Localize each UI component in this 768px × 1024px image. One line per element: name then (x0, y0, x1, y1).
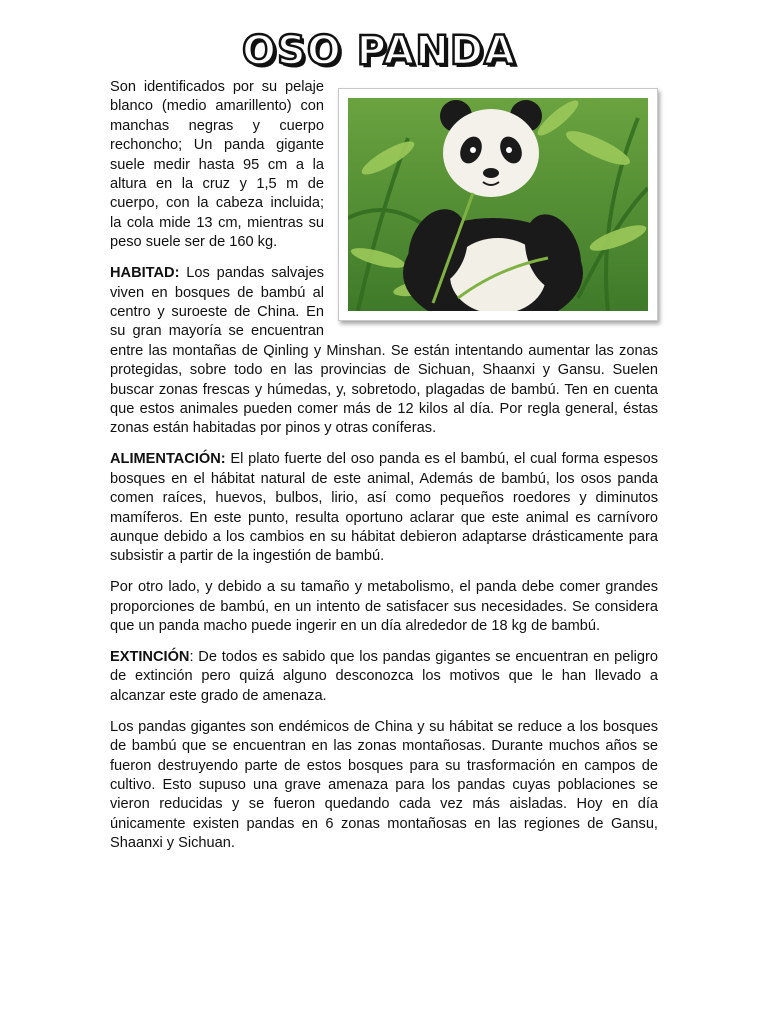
page-title: OSO PANDA (242, 28, 516, 74)
title-container (100, 28, 658, 78)
extincion-heading: EXTINCIÓN (110, 648, 190, 665)
paragraph-alimentacion (110, 450, 658, 566)
endemicos-text: Los pandas gigantes son endémicos de China y su hábitat se reduce a los bosques de bambú que se encuentran en las zonas montañosas. Durante muchos años se fueron destruyendo parte de estos bosques para su trasformación en campos de cultivo. Esto supuso una grave amenaza para los pandas cuyas poblaciones se vieron reducidas y se fueron quedando cada vez más aisladas. Hoy en día únicamente existen pandas en 6 zonas montañosas en las regiones de Gansu, Shaanxi y Sichuan. (110, 718, 658, 852)
metabolismo-text: Por otro lado, y debido a su tamaño y metabolismo, el panda debe comer grandes proporciones de bambú, en un intento de satisfacer sus necesidades. Se considera que un panda macho puede ingerir en un día alrededor de 18 kg de bambú. (110, 579, 658, 635)
panda-photo (338, 88, 658, 321)
paragraph-intro (110, 78, 658, 253)
alimentacion-heading: ALIMENTACIÓN: (110, 451, 226, 468)
paragraph-metabolismo (110, 578, 658, 636)
extincion-text: : De todos es sabido que los pandas gigantes se encuentran en peligro de extinción pero quizá alguno desconozca los motivos que le han llevado a alcanzar este grado de amenaza. (110, 648, 658, 704)
paragraph-endemicos (110, 718, 658, 854)
panda-illustration (348, 98, 648, 311)
habitat-heading: HABITAD: (110, 265, 180, 282)
alimentacion-text: El plato fuerte del oso panda es el bambú, el cual forma espesos bosques en el hábitat natural de este animal, Además de bambú, los osos panda comen raíces, huevos, bulbos, lirio, así como pequeños roedores y diminutos mamíferos. En este punto, resulta oportuno aclarar que este animal es carnívoro aunque debido a los cambios en su hábitat debieron adaptarse drásticamente para subsistir a partir de la ingestión de bambú. (110, 451, 658, 565)
paragraph-extincion (110, 648, 658, 706)
paragraph-intro-text: Son identificados por su pelaje blanco (medio amarillento) con manchas negras y cuerpo rechoncho; Un panda gigante suele medir hasta 95 cm a la altura en la cruz y 1,5 m de cuerpo, con la cabeza incluida; la cola mide 13 cm, mientras su peso suele ser de 160 kg. (110, 79, 324, 251)
habitat-text: Los pandas salvajes viven en bosques de bambú al centro y suroeste de China. En su gran mayoría se encuentran entre las montañas de Qinling y Minshan. Se están intentando aumentar las zonas protegidas, sobre todo en las provincias de Sichuan, Shaanxi y Gansu. Suelen buscar zonas frescas y húmedas, y, sobretodo, plagadas de bambú. Ten en cuenta que estos animales pueden comer más de 12 kilos al día. Por regla general, éstas zonas están habitadas por pinos y otras coníferas. (110, 265, 658, 437)
document-page (110, 28, 658, 865)
